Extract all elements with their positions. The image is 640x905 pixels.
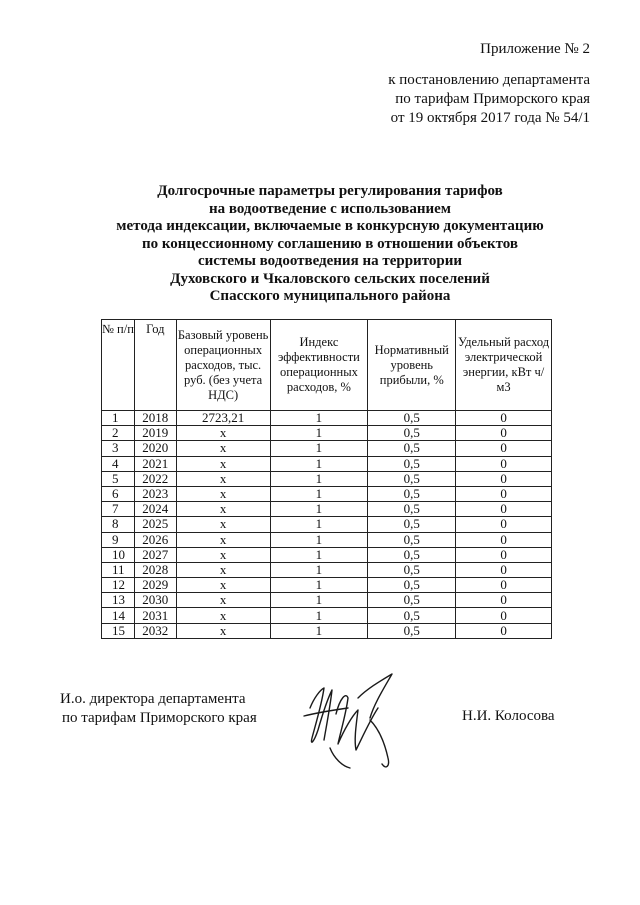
row-efficiency-index-cell: 1: [270, 502, 368, 517]
row-energy-consumption-cell: 0: [456, 426, 552, 441]
table-row: [102, 517, 552, 532]
row-profit-level-cell: 0,5: [368, 532, 456, 547]
row-efficiency-index-cell: 1: [270, 532, 368, 547]
row-year-cell: 2025: [134, 517, 176, 532]
appendix-number: Приложение № 2: [480, 41, 590, 57]
row-base-opex-cell: х: [176, 486, 270, 501]
row-profit-level-cell: 0,5: [368, 426, 456, 441]
table-row: [102, 426, 552, 441]
row-base-opex-cell: х: [176, 532, 270, 547]
row-efficiency-index-cell: 1: [270, 578, 368, 593]
row-profit-level-cell: 0,5: [368, 471, 456, 486]
header-year: Год: [134, 320, 176, 411]
row-year-cell: 2019: [134, 426, 176, 441]
row-efficiency-index-cell: 1: [270, 471, 368, 486]
row-number-cell: 8: [102, 517, 135, 532]
row-profit-level-cell: 0,5: [368, 608, 456, 623]
table-row: [102, 471, 552, 486]
title-line: системы водоотведения на территории: [198, 253, 462, 269]
row-base-opex-cell: х: [176, 517, 270, 532]
handwritten-signature: [300, 668, 420, 778]
row-profit-level-cell: 0,5: [368, 441, 456, 456]
row-energy-consumption-cell: 0: [456, 502, 552, 517]
header-energy-consumption: Удельный расход электрической энергии, кВт ч/м3: [456, 320, 552, 411]
title-line: Долгосрочные параметры регулирования тарифов: [157, 183, 503, 199]
row-base-opex-cell: х: [176, 471, 270, 486]
row-profit-level-cell: 0,5: [368, 517, 456, 532]
row-efficiency-index-cell: 1: [270, 608, 368, 623]
appendix-line-1: к постановлению департамента: [388, 72, 590, 88]
row-energy-consumption-cell: 0: [456, 411, 552, 426]
row-base-opex-cell: х: [176, 593, 270, 608]
header-efficiency-index: Индекс эффективности операционных расходов, %: [270, 320, 368, 411]
row-profit-level-cell: 0,5: [368, 578, 456, 593]
row-profit-level-cell: 0,5: [368, 486, 456, 501]
row-base-opex-cell: х: [176, 441, 270, 456]
row-efficiency-index-cell: 1: [270, 411, 368, 426]
title-line: метода индексации, включаемые в конкурсную документацию: [116, 218, 544, 234]
row-year-cell: 2024: [134, 502, 176, 517]
table-row: [102, 623, 552, 638]
table-row: [102, 532, 552, 547]
title-line: Спасского муниципального района: [209, 288, 451, 304]
row-energy-consumption-cell: 0: [456, 456, 552, 471]
signer-position: [60, 690, 257, 728]
row-year-cell: 2018: [134, 411, 176, 426]
row-number-cell: 15: [102, 623, 135, 638]
row-base-opex-cell: х: [176, 562, 270, 577]
row-profit-level-cell: 0,5: [368, 593, 456, 608]
row-base-opex-cell: 2723,21: [176, 411, 270, 426]
row-efficiency-index-cell: 1: [270, 426, 368, 441]
row-number-cell: 3: [102, 441, 135, 456]
signer-name: Н.И. Колосова: [462, 708, 555, 724]
table-row: [102, 608, 552, 623]
appendix-line-3: от 19 октября 2017 года № 54/1: [390, 110, 590, 126]
row-year-cell: 2021: [134, 456, 176, 471]
row-energy-consumption-cell: 0: [456, 608, 552, 623]
row-base-opex-cell: х: [176, 456, 270, 471]
row-year-cell: 2031: [134, 608, 176, 623]
row-energy-consumption-cell: 0: [456, 471, 552, 486]
row-number-cell: 5: [102, 471, 135, 486]
row-number-cell: 2: [102, 426, 135, 441]
row-profit-level-cell: 0,5: [368, 562, 456, 577]
row-year-cell: 2030: [134, 593, 176, 608]
row-profit-level-cell: 0,5: [368, 456, 456, 471]
appendix-block: [380, 40, 590, 128]
table-header-row: [102, 320, 552, 411]
table-row: [102, 411, 552, 426]
appendix-line-2: по тарифам Приморского края: [395, 91, 590, 107]
row-efficiency-index-cell: 1: [270, 593, 368, 608]
row-base-opex-cell: х: [176, 608, 270, 623]
row-year-cell: 2022: [134, 471, 176, 486]
table-row: [102, 441, 552, 456]
row-energy-consumption-cell: 0: [456, 486, 552, 501]
row-base-opex-cell: х: [176, 547, 270, 562]
row-year-cell: 2020: [134, 441, 176, 456]
row-energy-consumption-cell: 0: [456, 578, 552, 593]
row-base-opex-cell: х: [176, 426, 270, 441]
table-row: [102, 562, 552, 577]
row-energy-consumption-cell: 0: [456, 547, 552, 562]
row-year-cell: 2027: [134, 547, 176, 562]
header-profit-level: Нормативный уровень прибыли, %: [368, 320, 456, 411]
row-efficiency-index-cell: 1: [270, 547, 368, 562]
document-title: [60, 183, 600, 306]
table-row: [102, 547, 552, 562]
row-number-cell: 10: [102, 547, 135, 562]
row-efficiency-index-cell: 1: [270, 562, 368, 577]
row-number-cell: 6: [102, 486, 135, 501]
row-base-opex-cell: х: [176, 502, 270, 517]
table-row: [102, 578, 552, 593]
row-efficiency-index-cell: 1: [270, 517, 368, 532]
row-energy-consumption-cell: 0: [456, 441, 552, 456]
signer-position-line-1: И.о. директора департамента: [60, 691, 246, 707]
table-row: [102, 502, 552, 517]
header-base-opex: Базовый уровень операционных расходов, тыс. руб. (без учета НДС): [176, 320, 270, 411]
row-year-cell: 2029: [134, 578, 176, 593]
row-number-cell: 4: [102, 456, 135, 471]
row-efficiency-index-cell: 1: [270, 486, 368, 501]
row-energy-consumption-cell: 0: [456, 517, 552, 532]
signer-position-line-2: по тарифам Приморского края: [62, 710, 257, 726]
table-row: [102, 486, 552, 501]
row-year-cell: 2023: [134, 486, 176, 501]
row-number-cell: 9: [102, 532, 135, 547]
row-efficiency-index-cell: 1: [270, 441, 368, 456]
row-base-opex-cell: х: [176, 578, 270, 593]
row-profit-level-cell: 0,5: [368, 502, 456, 517]
row-profit-level-cell: 0,5: [368, 547, 456, 562]
row-number-cell: 1: [102, 411, 135, 426]
row-year-cell: 2032: [134, 623, 176, 638]
title-line: Духовского и Чкаловского сельских поселений: [170, 270, 490, 287]
row-year-cell: 2028: [134, 562, 176, 577]
row-number-cell: 7: [102, 502, 135, 517]
row-number-cell: 14: [102, 608, 135, 623]
row-profit-level-cell: 0,5: [368, 411, 456, 426]
row-number-cell: 12: [102, 578, 135, 593]
title-line: на водоотведение с использованием: [208, 200, 452, 217]
row-energy-consumption-cell: 0: [456, 593, 552, 608]
title-line: по концессионному соглашению в отношении объектов: [141, 235, 519, 252]
row-energy-consumption-cell: 0: [456, 532, 552, 547]
table-row: [102, 593, 552, 608]
parameters-table: [101, 319, 552, 639]
table-row: [102, 456, 552, 471]
row-year-cell: 2026: [134, 532, 176, 547]
row-number-cell: 13: [102, 593, 135, 608]
row-energy-consumption-cell: 0: [456, 562, 552, 577]
row-efficiency-index-cell: 1: [270, 456, 368, 471]
row-efficiency-index-cell: 1: [270, 623, 368, 638]
row-base-opex-cell: х: [176, 623, 270, 638]
row-energy-consumption-cell: 0: [456, 623, 552, 638]
header-number: № п/п: [102, 320, 135, 411]
row-profit-level-cell: 0,5: [368, 623, 456, 638]
row-number-cell: 11: [102, 562, 135, 577]
